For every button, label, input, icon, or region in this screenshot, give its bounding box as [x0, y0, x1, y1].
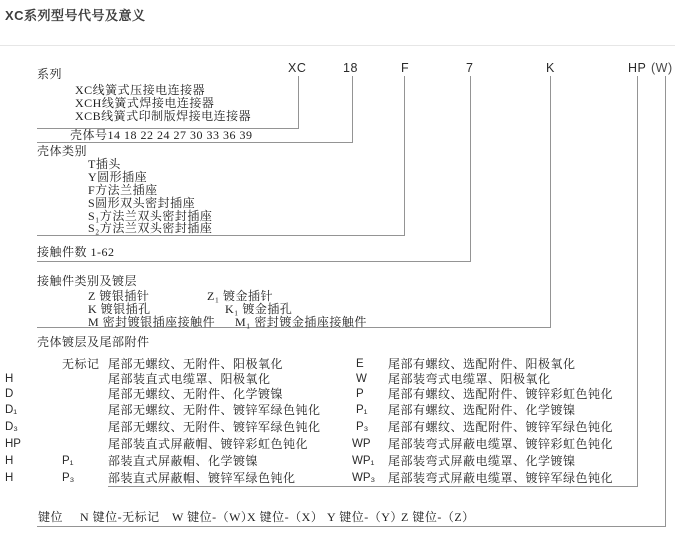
- code-part-shelltype: F: [401, 61, 410, 75]
- plating-code: WP₃: [352, 472, 376, 484]
- plating-desc: 尾部装弯式电缆罩、阳极氧化: [388, 372, 551, 386]
- shell-number-row: 壳体号14 18 22 24 27 30 33 36 39: [70, 128, 253, 142]
- plating-desc: 尾部装弯式屏蔽电缆罩、镀锌彩虹色钝化: [388, 437, 614, 451]
- plating-code: W: [356, 373, 367, 385]
- shell-type-item: S圆形双头密封插座: [88, 196, 196, 210]
- plating-desc: 部装直式屏蔽帽、镀锌军绿色钝化: [108, 471, 296, 485]
- plating-desc: 尾部无螺纹、无附件、阳极氧化: [108, 357, 284, 371]
- plating-desc: 尾部无螺纹、无附件、镀锌军绿色钝化: [108, 403, 321, 417]
- key-position-item: W 键位-（W）: [172, 510, 254, 524]
- series-item: XC线簧式压接电连接器: [75, 83, 206, 97]
- series-label: 系列: [37, 67, 63, 81]
- shell-type-item: S₁方法兰双头密封插座: [88, 209, 213, 223]
- shell-type-item: T插头: [88, 157, 121, 171]
- underline-shelltype: [37, 235, 405, 236]
- shell-type-item: S₂方法兰双头密封插座: [88, 221, 213, 235]
- code-part-key: (W): [651, 61, 673, 75]
- code-part-count: 7: [466, 61, 474, 75]
- underline-keyposition: [37, 526, 666, 527]
- plating-code: WP₁: [352, 455, 375, 467]
- code-part-shellno: 18: [343, 61, 358, 75]
- key-position-item: N 键位-无标记: [80, 510, 160, 524]
- series-item: XCB线簧式印制版焊接电连接器: [75, 109, 252, 123]
- contact-type-item: K₁ 镀金插孔: [225, 302, 293, 316]
- plating-code: 无标记: [62, 357, 100, 371]
- plating-desc: 部装直式屏蔽帽、化学镀镍: [108, 454, 259, 468]
- plating-desc: 尾部装直式屏蔽帽、镀锌彩虹色钝化: [108, 437, 309, 451]
- underline-contactcount: [37, 261, 471, 262]
- plating-desc: 尾部无螺纹、无附件、镀锌军绿色钝化: [108, 420, 321, 434]
- code-part-contact: K: [546, 61, 555, 75]
- contact-type-item: Z₁ 镀金插针: [207, 289, 274, 303]
- connector-line-w: [665, 76, 666, 526]
- plating-code: P₃: [62, 472, 75, 484]
- plating-desc: 尾部有螺纹、选配附件、阳极氧化: [388, 357, 576, 371]
- shell-plating-label: 壳体镀层及尾部附件: [37, 335, 150, 349]
- code-part-plating: HP: [628, 61, 647, 75]
- plating-code: H: [5, 472, 14, 484]
- shell-type-item: F方法兰插座: [88, 183, 158, 197]
- contact-type-item: M₁ 密封镀金插座接触件: [235, 315, 367, 329]
- plating-code: P₁: [62, 455, 74, 467]
- plating-code: D₃: [5, 421, 18, 433]
- contact-count-label: 接触件数 1-62: [37, 245, 115, 259]
- series-item: XCH线簧式焊接电连接器: [75, 96, 215, 110]
- connector-line-hp: [637, 76, 638, 486]
- plating-desc: 尾部装弯式屏蔽电缆罩、化学镀镍: [388, 454, 576, 468]
- underline-plating: [108, 486, 638, 487]
- contact-type-item: M 密封镀银插座接触件: [88, 315, 216, 329]
- key-position-item: X 键位-（X）: [247, 510, 324, 524]
- plating-code: D₁: [5, 404, 18, 416]
- plating-code: D: [5, 388, 14, 400]
- plating-code: H: [5, 373, 14, 385]
- shell-type-label: 壳体类别: [37, 144, 88, 158]
- key-position-item: Y 键位-（Y）: [327, 510, 403, 524]
- shell-type-item: Y圆形插座: [88, 170, 148, 184]
- plating-code: P: [356, 388, 364, 400]
- plating-code: P₃: [356, 421, 369, 433]
- plating-code: WP: [352, 438, 371, 450]
- plating-code: P₁: [356, 404, 368, 416]
- plating-code: HP: [5, 438, 21, 450]
- key-position-item: Z 键位-（Z）: [401, 510, 475, 524]
- plating-desc: 尾部有螺纹、选配附件、镀锌军绿色钝化: [388, 420, 614, 434]
- contact-type-item: Z 镀银插针: [88, 289, 150, 303]
- plating-desc: 尾部有螺纹、选配附件、镀锌彩虹色钝化: [388, 387, 614, 401]
- connector-line-xc: [298, 76, 299, 128]
- title-divider: [0, 45, 675, 46]
- key-position-label: 键位: [38, 510, 64, 524]
- contact-type-item: K 镀银插孔: [88, 302, 151, 316]
- underline-shellno: [37, 142, 353, 143]
- connector-line-k: [550, 76, 551, 327]
- contact-type-label: 接触件类别及镀层: [37, 274, 138, 288]
- code-part-series: XC: [288, 61, 307, 75]
- connector-line-f: [404, 76, 405, 235]
- plating-code: H: [5, 455, 14, 467]
- page-title: XC系列型号代号及意义: [5, 8, 146, 23]
- plating-code: E: [356, 358, 364, 370]
- connector-line-18: [352, 76, 353, 142]
- connector-line-7: [470, 76, 471, 261]
- plating-desc: 尾部装弯式屏蔽电缆罩、镀锌军绿色钝化: [388, 471, 614, 485]
- plating-desc: 尾部有螺纹、选配附件、化学镀镍: [388, 403, 576, 417]
- plating-desc: 尾部无螺纹、无附件、化学镀镍: [108, 387, 284, 401]
- plating-desc: 尾部装直式电缆罩、阳极氧化: [108, 372, 271, 386]
